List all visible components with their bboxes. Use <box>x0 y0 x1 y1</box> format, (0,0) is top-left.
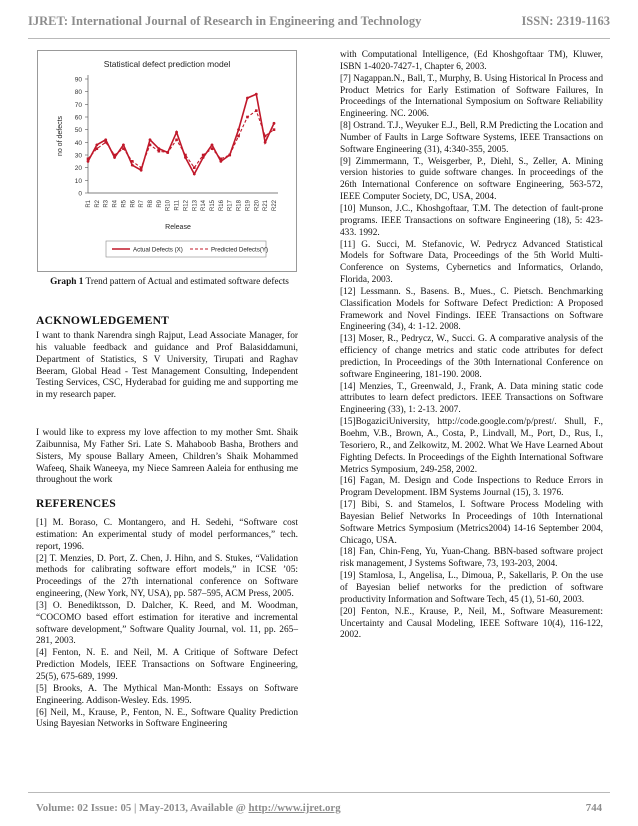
reference-item: [1] M. Boraso, C. Montangero, and H. Sedehi, “Software cost estimation: An experimental study of model performances,” tech. report, 1996. <box>36 518 298 552</box>
legend-label-actual: Actual Defects (X) <box>133 246 183 254</box>
references-heading: REFERENCES <box>36 497 116 510</box>
reference-item: [20] Fenton, N.E., Krause, P., Neil, M., Software Measurement: Uncertainty and Causal Modeling, IEEE Software 10(4), 116-122, 2002. <box>340 606 603 641</box>
data-point <box>202 156 205 159</box>
legend-label-predicted: Predicted Defects(Y) <box>211 246 269 254</box>
reference-item: [11] G. Succi, M. Stefanovic, W. Pedrycz Advanced Statistical Models for Software Data, Proceedings of the 5th World Multi-Conference on Systems, Cybernetics and Informatics, Orlando, Florida, 2003. <box>340 239 603 286</box>
caption-label: Graph 1 <box>50 277 84 287</box>
data-point <box>149 144 152 147</box>
reference-item: [12] Lessmann. S., Basens. B., Mues., C. Pietsch. Benchmarking Classification Models for Software Defect Prediction: A Proposed Framework and Novel Findings. IEEE Transactions on Software Engineering (34), 4: 1-12. 2008. <box>340 286 603 333</box>
data-point <box>193 173 196 176</box>
reference-item: [5] Brooks, A. The Mythical Man-Month: Essays on Software Engineering. Addison-Wesley. Eds. 1995. <box>36 683 298 706</box>
x-tick-label: R15 <box>210 200 216 212</box>
journal-title: IJRET: International Journal of Research in Engineering and Technology <box>28 14 422 28</box>
reference-item: [13] Moser, R., Pedrycz, W., Succi. G. A comparative analysis of the efficiency of change metrics and static code attributes for defect prediction, In Proceedings of the 30th International Conference on software Engineering, 181-190. 2008. <box>340 334 603 380</box>
x-tick-label: R9 <box>156 200 163 208</box>
x-tick-label: R11 <box>174 200 181 211</box>
data-point <box>149 138 152 141</box>
footer-volume: Volume: 02 Issue: 05 | May-2013, Available @ <box>36 802 249 814</box>
reference-item: [10] Munson, J.C., Khoshgoftaar, T.M. The detection of fault-prone programs. IEEE Transactions on software Engineering (18), 5: 423-433. 1992. <box>340 203 603 238</box>
reference-item: [9] Zimmermann, T., Weisgerber, P., Diehl, S., Zeller, A. Mining version histories to guide software changes. In proceedings of the 26th International Conference on software Engineering, 563-572, IEEE Computer Society, DC, USA, 2004. <box>340 156 603 203</box>
y-tick-label: 40 <box>74 139 82 147</box>
data-point <box>104 138 107 141</box>
y-tick-label: 0 <box>78 190 82 198</box>
data-point <box>237 135 240 138</box>
data-point <box>264 141 267 144</box>
reference-item: [17] Bibi, S. and Stamelos, I. Software Process Modeling with Bayesian Belief Networks In Proceedings of 10th International Software Metrics Symposium (Metrics2004) 14-16 September 2004, Chicago, USA. <box>340 500 603 546</box>
data-point <box>166 151 169 154</box>
page-header <box>28 10 610 32</box>
y-tick-label: 60 <box>74 114 82 122</box>
reference-item: with Computational Intelligence, (Ed Khoshgoftaar TM), Kluwer, ISBN 1-4020-7427-1, Chapter 6, 2003. <box>340 50 603 72</box>
series-line-actual <box>88 94 274 174</box>
data-point <box>122 143 125 146</box>
x-tick-label: R8 <box>148 200 154 208</box>
x-tick-label: R1 <box>86 200 92 208</box>
series-line-predicted <box>88 111 274 168</box>
references-right-column <box>340 50 603 642</box>
data-point <box>246 116 249 119</box>
x-tick-label: R6 <box>130 200 137 208</box>
chart-frame <box>37 50 297 272</box>
x-tick-label: R10 <box>165 200 172 212</box>
data-point <box>237 128 240 131</box>
x-tick-label: R22 <box>272 200 278 212</box>
data-point <box>175 139 178 142</box>
y-tick-label: 10 <box>74 177 82 185</box>
data-point <box>175 131 178 134</box>
header-rule <box>28 38 610 39</box>
data-point <box>122 147 125 150</box>
data-point <box>157 147 160 150</box>
reference-item: [2] T. Menzies, D. Port, Z. Chen, J. Hihn, and S. Stukes, “Validation methods for calibrating software effort models,” in ICSE ’05: Proceedings of the 27th international conference on Software engineering, (New York, NY, USA), pp. 587–595, ACM Press, 2005. <box>36 553 298 600</box>
reference-item: [4] Fenton, N. E. and Neil, M. A Critique of Software Defect Prediction Models, IEEE Transactions on Software Engineering, 25(5), 675-689, 1999. <box>36 648 298 682</box>
data-point <box>113 156 116 159</box>
data-point <box>158 150 161 153</box>
data-point <box>96 147 99 150</box>
y-tick-label: 80 <box>74 89 82 97</box>
reference-item: [19] Stamlosa, I., Angelisa, L., Dimoua, P., Sakellaris, P. On the use of Bayesian belief networks for the prediction of software productivity Information and Software Tech, 45 (1), 51-60, 2003. <box>340 571 603 605</box>
footer-rule <box>28 792 610 793</box>
reference-item: [8] Ostrand. T.J., Weyuker E.J., Bell, R.M Predicting the Location and Number of Faults in Large Software Systems, IEEE Transactions on Software Engineering (31), 4:340-355, 2005. <box>340 121 603 155</box>
x-tick-label: R5 <box>121 200 128 208</box>
reference-item: [18] Fan, Chin-Feng, Yu, Yuan-Chang. BBN-based software project risk management, J Systems Software, 73, 193-203, 2004. <box>340 547 603 570</box>
data-point <box>131 160 134 163</box>
x-tick-label: R12 <box>183 200 190 212</box>
data-point <box>246 97 249 100</box>
ack-paragraph-2: I would like to express my love affection to my mother Smt. Shaik Zaibunnisa, My Father Sri. Late S. Mahaboob Basha, Brothers and Sisters, My spouse Ballary Ameen, Children’s Shaik Mohammed Wafeeq, Shaik Waneeya, my Niece Samreen Aaleia for enthusing me throughout the work <box>36 428 298 486</box>
data-point <box>219 160 222 163</box>
x-tick-label: R18 <box>236 200 243 212</box>
x-tick-label: R4 <box>112 200 119 208</box>
y-tick-label: 90 <box>74 76 82 84</box>
x-axis-label: Release <box>165 224 191 231</box>
reference-item: [15]BogaziciUniversity, http://code.google.com/p/prest/. Shull, F., Boehm, V.B., Brown, A., Costa, P., Lindvall, M., Port, D., Rus, I., Tesoriero, R., and Zelkowitz, M. 2002. What We Have Learned About Fighting Defects. In Proceedings of the Eighth International Software Metrics Symposium, 249-258, 2002. <box>340 417 603 475</box>
data-point <box>87 160 90 163</box>
data-point <box>211 147 214 150</box>
data-point <box>211 143 214 146</box>
page-footer <box>36 802 602 814</box>
reference-item: [3] O. Benediktsson, D. Dalcher, K. Reed, and M. Woodman, “COCOMO based effort estimation for iterative and incremental software development,” Software Quality Journal, vol. 11, pp. 265–281, 2003. <box>36 600 298 647</box>
data-point <box>113 154 116 157</box>
data-point <box>228 154 231 157</box>
reference-item: [7] Nagappan.N., Ball, T., Murphy, B. Using Historical In Process and Product Metrics for Early Estimation of Software Failures, In Proceedings of the International Symposium on Software Reliability Engineering. NC. 2006. <box>340 73 603 120</box>
y-tick-label: 50 <box>74 127 82 135</box>
data-point <box>184 154 187 157</box>
x-tick-label: R20 <box>254 200 261 212</box>
chart-title: Statistical defect prediction model <box>103 59 231 69</box>
ack-paragraph-1: I want to thank Narendra singh Rajput, Lead Associate Manager, for his valuable feedback and guidance and Prof Balasiddamuni, Department of Statistics, S V University, Tirupati and Raghav Beeram, Global Head - Test Management Consulting, Independent Testing Services, CSC, Hyderabad for guiding me and supporting me in my research paper. <box>36 331 298 401</box>
y-tick-label: 70 <box>74 101 82 109</box>
y-tick-label: 20 <box>74 165 82 173</box>
x-tick-label: R16 <box>218 200 225 212</box>
figure-caption <box>47 277 292 289</box>
reference-item: [16] Fagan, M. Design and Code Inspections to Reduce Errors in Program Development. IBM Systems Journal (15), 3. 1976. <box>340 476 603 499</box>
x-tick-label: R7 <box>139 200 146 208</box>
defect-trend-chart <box>38 51 296 271</box>
ack-heading: ACKNOWLEDGEMENT <box>36 314 170 327</box>
x-tick-label: R3 <box>103 200 110 208</box>
references-left-column <box>36 518 298 731</box>
x-tick-label: R14 <box>201 200 208 212</box>
data-point <box>202 154 205 157</box>
data-point <box>131 164 134 167</box>
data-point <box>255 109 258 112</box>
y-tick-label: 30 <box>74 152 82 160</box>
data-point <box>95 143 98 146</box>
reference-item: [6] Neil, M., Krause, P., Fenton, N. E., Software Quality Prediction Using Bayesian Networks in Software Engineering <box>36 707 298 730</box>
data-point <box>87 158 90 161</box>
data-point <box>140 169 143 172</box>
y-axis-label: no of defects <box>57 115 64 157</box>
data-point <box>264 135 267 138</box>
x-tick-label: R17 <box>227 200 234 212</box>
page-number: 744 <box>585 802 602 814</box>
issn: ISSN: 2319-1163 <box>521 14 610 28</box>
reference-item: [14] Menzies, T., Greenwald, J., Frank, A. Data mining static code attributes to learn defect predictors. IEEE Transactions on Software Engineering (33), 1: 2-13. 2007. <box>340 381 603 416</box>
data-point <box>273 128 276 131</box>
data-point <box>220 158 223 161</box>
footer-link[interactable]: http://www.ijret.org <box>248 802 341 814</box>
x-tick-label: R2 <box>94 200 101 208</box>
x-tick-label: R21 <box>263 200 270 212</box>
x-tick-label: R19 <box>245 200 252 212</box>
data-point <box>255 93 258 96</box>
data-point <box>140 166 143 169</box>
data-point <box>193 166 196 169</box>
caption-text: Trend pattern of Actual and estimated software defects <box>83 277 289 287</box>
x-tick-label: R13 <box>192 200 199 212</box>
data-point <box>104 141 107 144</box>
data-point <box>273 122 276 125</box>
